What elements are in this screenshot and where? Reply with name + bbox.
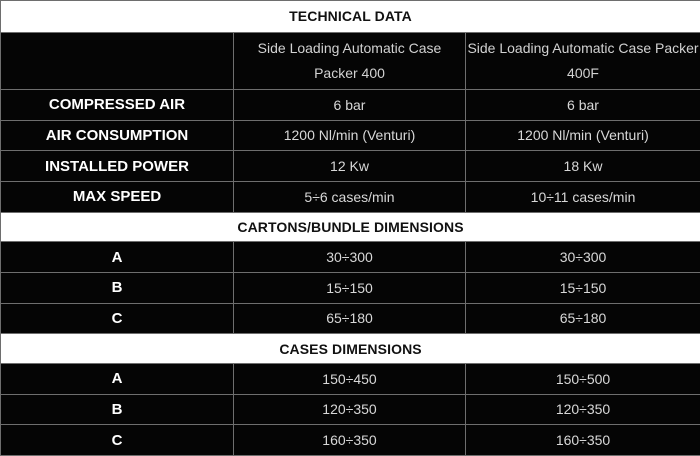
model-400-value: 12 Kw <box>234 151 466 182</box>
model-400f-value: 120÷350 <box>466 394 700 425</box>
row-label: A <box>1 363 234 394</box>
model-400-value: 65÷180 <box>234 303 466 334</box>
table-row <box>1 151 700 182</box>
model-400f-value: 15÷150 <box>466 272 700 303</box>
model-400-header: Side Loading Automatic Case Packer 400 <box>234 32 466 89</box>
section-header-row <box>1 212 700 242</box>
row-label: MAX SPEED <box>1 181 234 212</box>
row-label: A <box>1 242 234 273</box>
model-400f-value: 150÷500 <box>466 363 700 394</box>
model-400-value: 6 bar <box>234 89 466 120</box>
model-400f-value: 160÷350 <box>466 425 700 456</box>
cases-dimensions-title: CASES DIMENSIONS <box>1 334 700 364</box>
empty-header-cell <box>1 32 234 89</box>
table-row <box>1 242 700 273</box>
row-label: B <box>1 272 234 303</box>
model-400-value: 30÷300 <box>234 242 466 273</box>
section-header-row <box>1 1 700 33</box>
model-400f-value: 1200 Nl/min (Venturi) <box>466 120 700 151</box>
table-row <box>1 89 700 120</box>
table-row <box>1 181 700 212</box>
table-row <box>1 425 700 456</box>
row-label: C <box>1 303 234 334</box>
model-400f-value: 10÷11 cases/min <box>466 181 700 212</box>
model-400f-value: 6 bar <box>466 89 700 120</box>
model-400f-value: 30÷300 <box>466 242 700 273</box>
table-row <box>1 303 700 334</box>
model-400-value: 150÷450 <box>234 363 466 394</box>
model-400f-header: Side Loading Automatic Case Packer 400F <box>466 32 700 89</box>
model-400-value: 160÷350 <box>234 425 466 456</box>
model-400f-value: 18 Kw <box>466 151 700 182</box>
row-label: C <box>1 425 234 456</box>
table-row <box>1 120 700 151</box>
row-label: COMPRESSED AIR <box>1 89 234 120</box>
model-400-value: 15÷150 <box>234 272 466 303</box>
model-400-value: 120÷350 <box>234 394 466 425</box>
model-header-row <box>1 32 700 89</box>
table-row <box>1 394 700 425</box>
technical-data-title: TECHNICAL DATA <box>1 1 700 33</box>
cartons-dimensions-title: CARTONS/BUNDLE DIMENSIONS <box>1 212 700 242</box>
model-400-value: 1200 Nl/min (Venturi) <box>234 120 466 151</box>
section-header-row <box>1 334 700 364</box>
model-400f-value: 65÷180 <box>466 303 700 334</box>
table-row <box>1 272 700 303</box>
table-body <box>1 1 700 456</box>
row-label: INSTALLED POWER <box>1 151 234 182</box>
table-row <box>1 363 700 394</box>
row-label: AIR CONSUMPTION <box>1 120 234 151</box>
row-label: B <box>1 394 234 425</box>
model-400-value: 5÷6 cases/min <box>234 181 466 212</box>
